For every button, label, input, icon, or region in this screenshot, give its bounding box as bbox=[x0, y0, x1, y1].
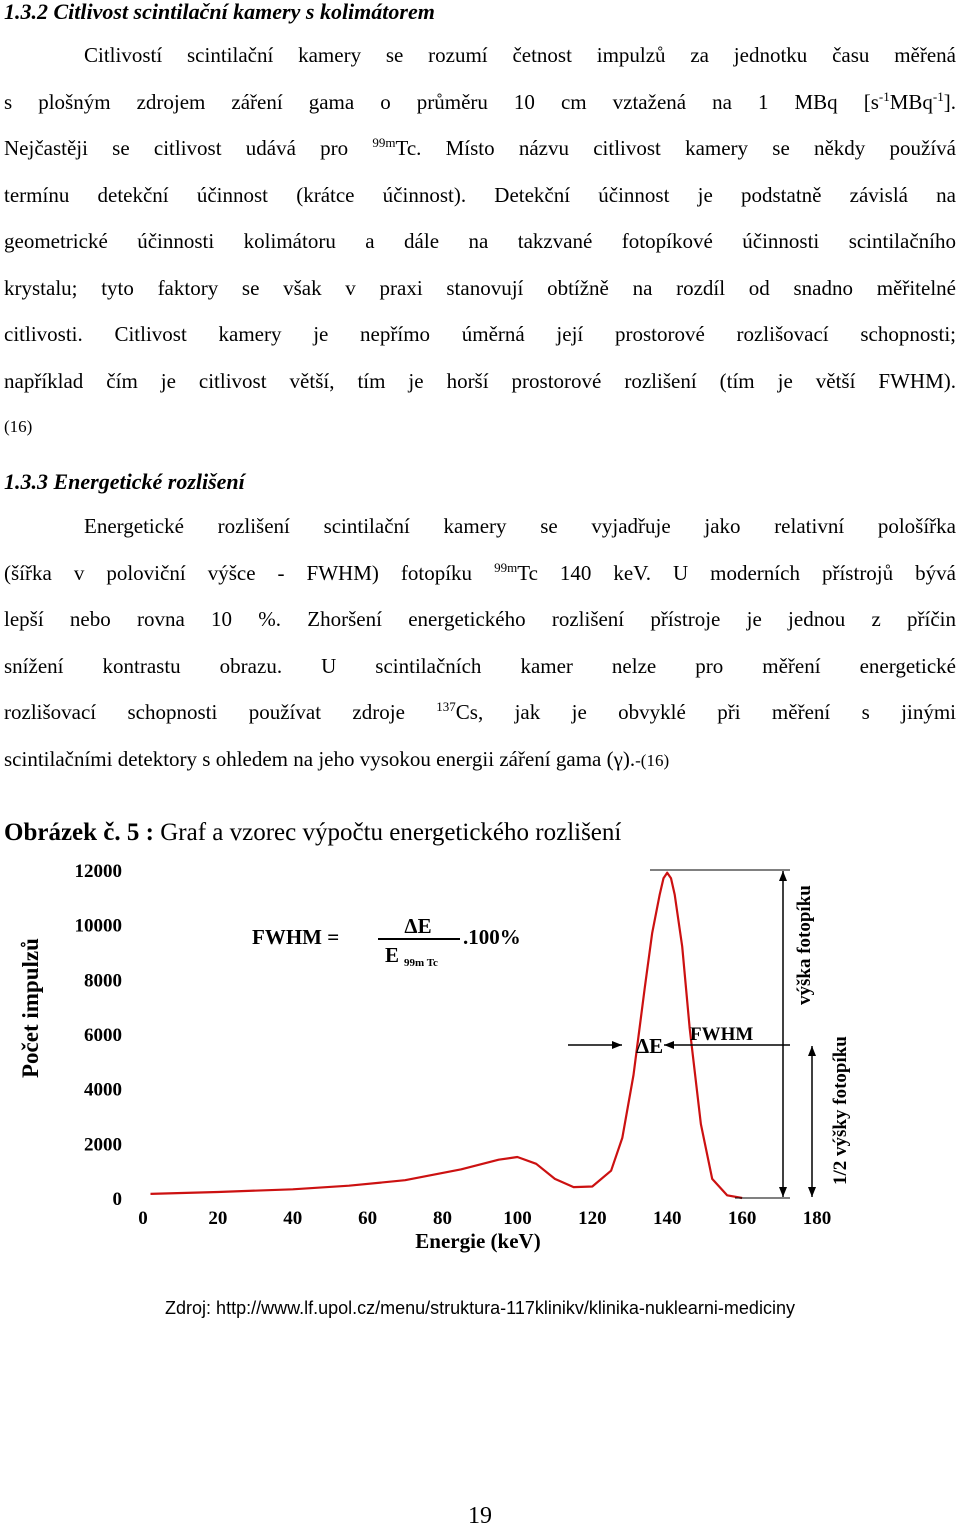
paragraph-energy-resolution bbox=[4, 503, 956, 782]
y-tick-label: 8000 bbox=[84, 970, 122, 992]
figure-source: Zdroj: http://www.lf.upol.cz/menu/struktura-117klinikv/klinika-nuklearni-mediciny bbox=[165, 1298, 795, 1318]
x-tick-label: 80 bbox=[433, 1208, 453, 1229]
figure-caption: Obrázek č. 5 : Graf a vzorec výpočtu energetického rozlišení bbox=[4, 819, 622, 846]
half-height-label: 1/2 výšky fotopíku bbox=[830, 1036, 851, 1185]
formula-numerator: ΔE bbox=[404, 914, 432, 938]
y-tick-label: 2000 bbox=[84, 1134, 122, 1156]
arrowhead-down bbox=[779, 1187, 787, 1197]
peak-height-label: výška fotopíku bbox=[794, 885, 815, 1005]
x-tick-label: 120 bbox=[578, 1208, 607, 1229]
paragraph-line: Nejčastěji se citlivost udává pro $^{99m}$Tc. Místo názvu citlivost kamery se někdy používá bbox=[4, 135, 956, 160]
section-heading-1-3-2: 1.3.2 Citlivost scintilační kamery s kolimátorem bbox=[4, 0, 435, 24]
paragraph-line: lepší nebo rovna 10 %. Zhoršení energetického rozlišení přístroje je jednou z příčin bbox=[4, 607, 956, 631]
y-tick-label: 6000 bbox=[84, 1025, 122, 1046]
paragraph-line: Energetické rozlišení scintilační kamery se vyjadřuje jako relativní pološířka bbox=[84, 514, 956, 538]
paragraph-line: rozlišovací schopnosti používat zdroje $^{137}$Cs, jak je obvyklé při měření s jinými bbox=[4, 699, 956, 724]
arrowhead-up-half bbox=[808, 1046, 816, 1056]
arrowhead-up bbox=[779, 871, 787, 881]
fwhm-annotations bbox=[568, 870, 851, 1198]
paragraph-sensitivity bbox=[4, 32, 956, 451]
formula-denominator-sub: 99m Tc bbox=[404, 957, 438, 969]
paragraph-line: snížení kontrastu obrazu. U scintilačních kamer nelze pro měření energetické bbox=[4, 653, 956, 678]
x-tick-label: 0 bbox=[138, 1208, 148, 1229]
paragraph-line: termínu detekční účinnost (krátce účinnost). Detekční účinnost je podstatně závislá na bbox=[4, 182, 956, 207]
paragraph-line: například čím je citlivost větší, tím je horší prostorové rozlišení (tím je větší FWHM). bbox=[4, 368, 956, 393]
y-tick-label: 10000 bbox=[74, 915, 122, 937]
energy-resolution-chart bbox=[0, 855, 960, 1260]
arrowhead-left bbox=[612, 1041, 622, 1049]
x-axis-label: Energie (keV) bbox=[415, 1229, 541, 1253]
paragraph-line: Citlivostí scintilační kamery se rozumí četnost impulzů za jednotku času měřená bbox=[84, 43, 956, 67]
x-axis-ticks bbox=[138, 1208, 831, 1229]
x-tick-label: 180 bbox=[802, 1208, 832, 1229]
page-number: 19 bbox=[468, 1503, 492, 1529]
paragraph-line: geometrické účinnosti kolimátoru a dále na takzvané fotopíkové účinnosti scintilačního bbox=[4, 229, 956, 253]
paragraph-line: scintilačními detektory s ohledem na jeho vysokou energii záření gama (γ).-(16) bbox=[4, 746, 670, 771]
arrowhead-right bbox=[664, 1041, 674, 1049]
y-tick-label: 0 bbox=[112, 1189, 122, 1210]
delta-e-label: ΔE bbox=[636, 1034, 664, 1058]
x-tick-label: 100 bbox=[503, 1208, 532, 1229]
formula-lhs: FWHM = bbox=[252, 925, 340, 949]
section-heading-1-3-3: 1.3.3 Energetické rozlišení bbox=[4, 469, 245, 494]
x-tick-label: 40 bbox=[283, 1208, 303, 1229]
x-tick-label: 60 bbox=[358, 1208, 378, 1229]
y-tick-label: 12000 bbox=[74, 861, 122, 882]
y-axis-label: Počet impulzů bbox=[18, 938, 43, 1078]
formula-rhs: .100% bbox=[463, 925, 521, 949]
fwhm-label: FWHM bbox=[690, 1024, 754, 1045]
y-axis-ticks bbox=[75, 861, 123, 1210]
formula-denominator: E bbox=[385, 943, 400, 967]
x-tick-label: 20 bbox=[208, 1208, 228, 1229]
x-tick-label: 160 bbox=[727, 1208, 757, 1229]
paragraph-line: (šířka v poloviční výšce - FWHM) fotopíku $^{99m}$Tc 140 keV. U moderních přístrojů bývá bbox=[4, 559, 956, 585]
paragraph-line: krystalu; tyto faktory se však v praxi stanovují obtížně na rozdíl od snadno měřitelné bbox=[4, 275, 956, 300]
arrowhead-down-half bbox=[808, 1187, 816, 1197]
paragraph-line: citlivosti. Citlivost kamery je nepřímo úměrná její prostorové rozlišovací schopnosti; bbox=[4, 322, 956, 346]
x-tick-label: 140 bbox=[652, 1208, 682, 1229]
y-tick-label: 4000 bbox=[84, 1079, 122, 1101]
fwhm-formula bbox=[252, 914, 521, 969]
paragraph-line: s plošným zdrojem záření gama o průměru 10 cm vztažená na 1 MBq $[s^{-1}MBq^{-1}]$. bbox=[4, 88, 956, 114]
citation: (16) bbox=[4, 417, 33, 436]
